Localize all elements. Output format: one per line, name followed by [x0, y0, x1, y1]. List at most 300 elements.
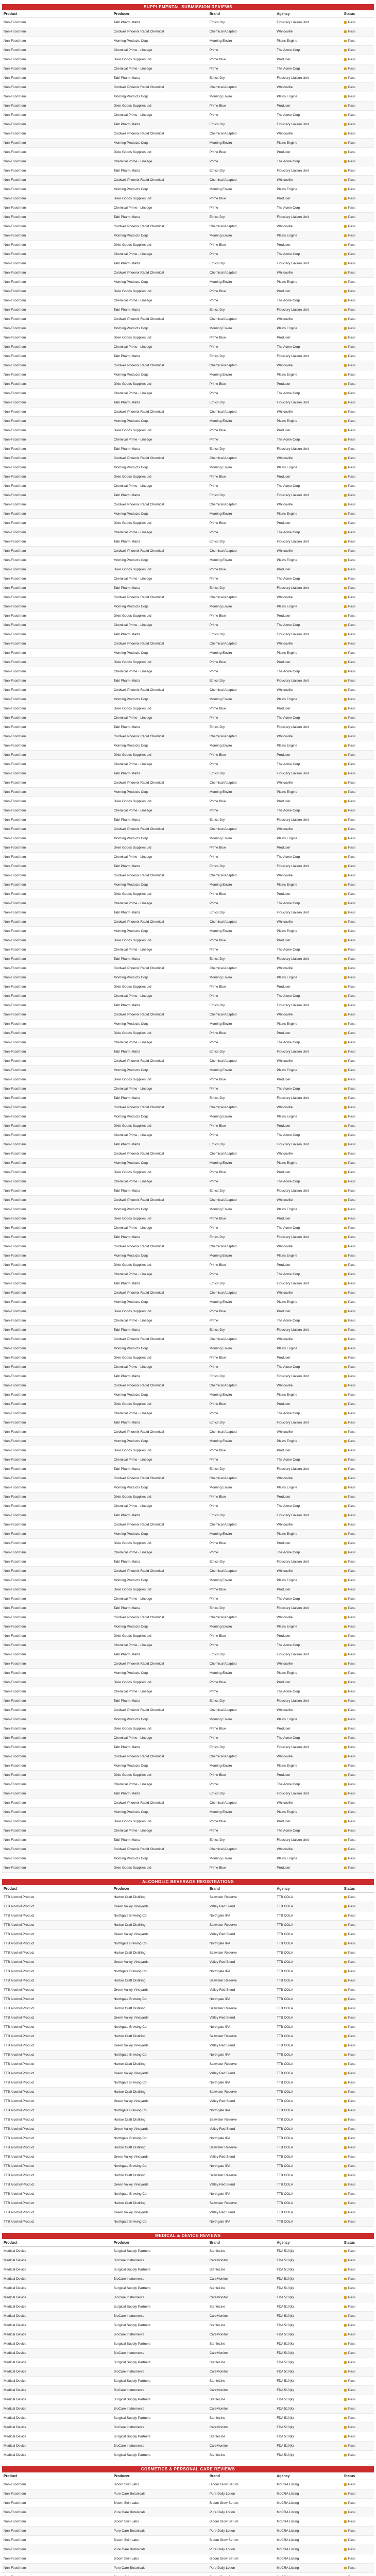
table-row[interactable] — [2, 825, 374, 834]
table-cell: TTB Alcohol Product — [2, 2153, 112, 2162]
table-row[interactable] — [2, 482, 374, 491]
table-row[interactable] — [2, 1995, 374, 2004]
table-cell: Ethics Dry — [208, 1187, 276, 1196]
table-row[interactable] — [2, 2312, 374, 2321]
table-row[interactable] — [2, 1863, 374, 1873]
table-row[interactable] — [2, 148, 374, 157]
table-row[interactable] — [2, 1530, 374, 1539]
table-row[interactable] — [2, 185, 374, 194]
table-row[interactable] — [2, 1474, 374, 1483]
table-row[interactable] — [2, 408, 374, 417]
table-row[interactable] — [2, 1854, 374, 1863]
table-row[interactable] — [2, 2069, 374, 2078]
table-row[interactable] — [2, 324, 374, 333]
table-row[interactable] — [2, 1251, 374, 1261]
table-row[interactable] — [2, 816, 374, 825]
table-row[interactable] — [2, 2432, 374, 2442]
table-row[interactable] — [2, 927, 374, 936]
table-row[interactable] — [2, 639, 374, 649]
table-row[interactable] — [2, 1576, 374, 1585]
table-row[interactable] — [2, 129, 374, 139]
table-row[interactable] — [2, 333, 374, 343]
table-row[interactable] — [2, 2180, 374, 2190]
table-row[interactable] — [2, 2208, 374, 2217]
table-row[interactable] — [2, 2050, 374, 2060]
table-row[interactable] — [2, 2078, 374, 2088]
table-row[interactable] — [2, 1289, 374, 1298]
table-row[interactable] — [2, 2386, 374, 2395]
table-row[interactable] — [2, 2442, 374, 2451]
table-row[interactable] — [2, 1010, 374, 1020]
table-row[interactable] — [2, 74, 374, 83]
table-row[interactable] — [2, 1613, 374, 1622]
table-cell: SterileLine — [208, 2358, 276, 2367]
table-cell: TTB Alcohol Product — [2, 1976, 112, 1986]
table-row[interactable] — [2, 945, 374, 955]
table-row[interactable] — [2, 964, 374, 973]
table-row[interactable] — [2, 315, 374, 324]
table-row[interactable] — [2, 1020, 374, 1029]
table-row[interactable] — [2, 2041, 374, 2050]
table-row[interactable] — [2, 1493, 374, 1502]
table-row[interactable] — [2, 1650, 374, 1659]
table-row[interactable] — [2, 2097, 374, 2106]
table-row[interactable] — [2, 101, 374, 111]
table-row[interactable] — [2, 1678, 374, 1687]
table-row[interactable] — [2, 778, 374, 788]
table-cell: Morning Enviro — [208, 92, 276, 101]
table-row[interactable] — [2, 241, 374, 250]
table-row[interactable] — [2, 1409, 374, 1418]
table-row[interactable] — [2, 1799, 374, 1808]
table-row[interactable] — [2, 194, 374, 204]
table-row[interactable] — [2, 1986, 374, 1995]
table-row[interactable] — [2, 1084, 374, 1094]
table-row[interactable] — [2, 398, 374, 408]
table-row[interactable] — [2, 2340, 374, 2349]
table-row[interactable] — [2, 1632, 374, 1641]
table-row[interactable] — [2, 602, 374, 612]
table-row[interactable] — [2, 1391, 374, 1400]
table-row[interactable] — [2, 1279, 374, 1289]
table-row[interactable] — [2, 1911, 374, 1921]
table-cell: The Acme Corp — [275, 1548, 343, 1557]
table-row[interactable] — [2, 250, 374, 259]
table-row[interactable] — [2, 2143, 374, 2153]
status-badge: Pass — [343, 2162, 374, 2171]
table-row[interactable] — [2, 565, 374, 574]
table-row[interactable] — [2, 593, 374, 602]
table-row[interactable] — [2, 1159, 374, 1168]
table-row[interactable] — [2, 1094, 374, 1103]
table-row[interactable] — [2, 389, 374, 398]
table-row[interactable] — [2, 278, 374, 287]
table-row[interactable] — [2, 1437, 374, 1446]
table-row[interactable] — [2, 37, 374, 46]
table-row[interactable] — [2, 1539, 374, 1548]
table-row[interactable] — [2, 1465, 374, 1474]
table-row[interactable] — [2, 2423, 374, 2432]
table-row[interactable] — [2, 27, 374, 37]
table-cell: Tabl Pharm Marta — [112, 1372, 208, 1381]
table-row[interactable] — [2, 2284, 374, 2293]
table-row[interactable] — [2, 1363, 374, 1372]
table-cell: Tabl Pharm Marta — [112, 213, 208, 222]
table-cell: Ethics Dry — [208, 1743, 276, 1752]
table-row[interactable] — [2, 92, 374, 101]
table-row[interactable] — [2, 1187, 374, 1196]
table-cell: Prime — [208, 992, 276, 1001]
table-row[interactable] — [2, 788, 374, 797]
table-row[interactable] — [2, 936, 374, 945]
table-row[interactable] — [2, 2377, 374, 2386]
table-row[interactable] — [2, 843, 374, 853]
table-row[interactable] — [2, 1112, 374, 1122]
table-row[interactable] — [2, 2536, 374, 2545]
table-row[interactable] — [2, 1967, 374, 1976]
table-row[interactable] — [2, 1585, 374, 1595]
table-row[interactable] — [2, 1930, 374, 1939]
table-cell: Producer — [275, 1539, 343, 1548]
table-row[interactable] — [2, 2247, 374, 2256]
table-cell: Morning Products Corp — [112, 324, 208, 333]
table-row[interactable] — [2, 1761, 374, 1771]
table-row[interactable] — [2, 2275, 374, 2284]
table-row[interactable] — [2, 528, 374, 537]
table-row[interactable] — [2, 157, 374, 166]
table-row[interactable] — [2, 714, 374, 723]
table-row[interactable] — [2, 1418, 374, 1428]
table-row[interactable] — [2, 2293, 374, 2302]
table-row[interactable] — [2, 204, 374, 213]
table-row[interactable] — [2, 343, 374, 352]
table-row[interactable] — [2, 1428, 374, 1437]
table-row[interactable] — [2, 2199, 374, 2208]
table-row[interactable] — [2, 213, 374, 222]
status-badge: Pass — [343, 908, 374, 918]
table-row[interactable] — [2, 2573, 374, 2576]
table-row[interactable] — [2, 472, 374, 482]
status-badge: Pass — [343, 1233, 374, 1242]
table-row[interactable] — [2, 2451, 374, 2460]
table-row[interactable] — [2, 908, 374, 918]
table-row[interactable] — [2, 1205, 374, 1214]
table-row[interactable] — [2, 1214, 374, 1224]
table-row[interactable] — [2, 1502, 374, 1511]
table-row[interactable] — [2, 630, 374, 639]
table-row[interactable] — [2, 547, 374, 556]
table-row[interactable] — [2, 1335, 374, 1344]
table-row[interactable] — [2, 2321, 374, 2330]
table-row[interactable] — [2, 2013, 374, 2023]
table-row[interactable] — [2, 797, 374, 806]
table-row[interactable] — [2, 2088, 374, 2097]
table-cell: Fiduciary Liaison Unit — [275, 1094, 343, 1103]
table-row[interactable] — [2, 2517, 374, 2527]
table-cell: Green Valley Vineyards — [112, 2041, 208, 2050]
table-row[interactable] — [2, 1149, 374, 1159]
table-row[interactable] — [2, 1298, 374, 1307]
table-row[interactable] — [2, 2023, 374, 2032]
table-row[interactable] — [2, 1455, 374, 1465]
table-row[interactable] — [2, 463, 374, 472]
table-row[interactable] — [2, 176, 374, 185]
table-row[interactable] — [2, 222, 374, 231]
table-row[interactable] — [2, 2256, 374, 2265]
table-row[interactable] — [2, 890, 374, 899]
table-row[interactable] — [2, 1326, 374, 1335]
table-row[interactable] — [2, 973, 374, 982]
table-row[interactable] — [2, 769, 374, 778]
table-row[interactable] — [2, 64, 374, 74]
table-row[interactable] — [2, 1270, 374, 1279]
table-row[interactable] — [2, 723, 374, 732]
table-row[interactable] — [2, 139, 374, 148]
table-row[interactable] — [2, 918, 374, 927]
table-row[interactable] — [2, 166, 374, 176]
table-row[interactable] — [2, 1353, 374, 1363]
table-row[interactable] — [2, 1344, 374, 1353]
table-row[interactable] — [2, 751, 374, 760]
table-row[interactable] — [2, 584, 374, 593]
table-cell: Morning Products Corp — [112, 927, 208, 936]
table-row[interactable] — [2, 2190, 374, 2199]
table-row[interactable] — [2, 2125, 374, 2134]
table-row[interactable] — [2, 259, 374, 268]
table-row[interactable] — [2, 2414, 374, 2423]
table-row[interactable] — [2, 435, 374, 445]
table-row[interactable] — [2, 500, 374, 510]
table-row[interactable] — [2, 1075, 374, 1084]
table-row[interactable] — [2, 741, 374, 751]
table-row[interactable] — [2, 2480, 374, 2489]
table-row[interactable] — [2, 1001, 374, 1010]
table-row[interactable] — [2, 268, 374, 278]
table-row[interactable] — [2, 1047, 374, 1057]
table-row[interactable] — [2, 2499, 374, 2508]
table-row[interactable] — [2, 1789, 374, 1799]
table-row[interactable] — [2, 2171, 374, 2180]
table-row[interactable] — [2, 1948, 374, 1958]
table-row[interactable] — [2, 231, 374, 241]
table-cell: Non-Food Item — [2, 862, 112, 871]
table-row[interactable] — [2, 2106, 374, 2115]
table-row[interactable] — [2, 1659, 374, 1669]
table-row[interactable] — [2, 1641, 374, 1650]
table-row[interactable] — [2, 871, 374, 880]
table-row[interactable] — [2, 1697, 374, 1706]
table-row[interactable] — [2, 1817, 374, 1826]
table-row[interactable] — [2, 370, 374, 380]
table-row[interactable] — [2, 1752, 374, 1761]
table-row[interactable] — [2, 732, 374, 741]
table-row[interactable] — [2, 1483, 374, 1493]
table-row[interactable] — [2, 2330, 374, 2340]
table-row[interactable] — [2, 2115, 374, 2125]
table-row[interactable] — [2, 2367, 374, 2377]
status-badge: Pass — [343, 1446, 374, 1455]
table-row[interactable] — [2, 880, 374, 890]
table-row[interactable] — [2, 704, 374, 714]
table-row[interactable] — [2, 982, 374, 992]
table-row[interactable] — [2, 1307, 374, 1316]
table-row[interactable] — [2, 1715, 374, 1724]
table-row[interactable] — [2, 806, 374, 816]
table-cell: Non-Food Item — [2, 185, 112, 194]
table-row[interactable] — [2, 955, 374, 964]
table-row[interactable] — [2, 296, 374, 306]
table-row[interactable] — [2, 18, 374, 27]
table-row[interactable] — [2, 1261, 374, 1270]
table-row[interactable] — [2, 111, 374, 120]
table-row[interactable] — [2, 2554, 374, 2564]
table-row[interactable] — [2, 1520, 374, 1530]
table-row[interactable] — [2, 1836, 374, 1845]
status-badge: Pass — [343, 2217, 374, 2227]
table-row[interactable] — [2, 1595, 374, 1604]
table-row[interactable] — [2, 380, 374, 389]
table-row[interactable] — [2, 686, 374, 695]
table-row[interactable] — [2, 621, 374, 630]
table-row[interactable] — [2, 352, 374, 361]
table-row[interactable] — [2, 1669, 374, 1678]
table-row[interactable] — [2, 1724, 374, 1734]
table-row[interactable] — [2, 1140, 374, 1149]
table-row[interactable] — [2, 1902, 374, 1911]
table-row[interactable] — [2, 2489, 374, 2499]
table-row[interactable] — [2, 287, 374, 296]
table-row[interactable] — [2, 454, 374, 463]
table-row[interactable] — [2, 519, 374, 528]
table-row[interactable] — [2, 1958, 374, 1967]
table-row[interactable] — [2, 2004, 374, 2013]
table-row[interactable] — [2, 2545, 374, 2554]
table-row[interactable] — [2, 1103, 374, 1112]
table-cell: Medical Device — [2, 2312, 112, 2321]
table-row[interactable] — [2, 1224, 374, 1233]
table-row[interactable] — [2, 574, 374, 584]
table-cell: TTB Alcohol Product — [2, 2115, 112, 2125]
table-row[interactable] — [2, 1122, 374, 1131]
table-row[interactable] — [2, 2349, 374, 2358]
table-row[interactable] — [2, 2564, 374, 2573]
table-row[interactable] — [2, 649, 374, 658]
table-row[interactable] — [2, 2265, 374, 2275]
table-row[interactable] — [2, 853, 374, 862]
table-row[interactable] — [2, 417, 374, 426]
table-row[interactable] — [2, 1557, 374, 1567]
table-row[interactable] — [2, 2153, 374, 2162]
table-row[interactable] — [2, 1808, 374, 1817]
table-row[interactable] — [2, 1381, 374, 1391]
table-row[interactable] — [2, 491, 374, 500]
table-row[interactable] — [2, 695, 374, 704]
table-row[interactable] — [2, 1511, 374, 1520]
table-row[interactable] — [2, 1976, 374, 1986]
table-row[interactable] — [2, 1604, 374, 1613]
table-row[interactable] — [2, 1567, 374, 1576]
table-row[interactable] — [2, 537, 374, 547]
table-row[interactable] — [2, 667, 374, 676]
table-row[interactable] — [2, 1038, 374, 1047]
table-row[interactable] — [2, 992, 374, 1001]
table-row[interactable] — [2, 658, 374, 667]
table-row[interactable] — [2, 1242, 374, 1251]
table-cell: Whitcoville — [275, 129, 343, 139]
table-row[interactable] — [2, 2217, 374, 2227]
table-row[interactable] — [2, 1316, 374, 1326]
table-row[interactable] — [2, 760, 374, 769]
table-row[interactable] — [2, 2527, 374, 2536]
table-row[interactable] — [2, 676, 374, 686]
table-row[interactable] — [2, 361, 374, 370]
status-badge: Pass — [343, 1520, 374, 1530]
table-cell: Valley Red Blend — [208, 2208, 276, 2217]
table-row[interactable] — [2, 1939, 374, 1948]
table-row[interactable] — [2, 1029, 374, 1038]
table-row[interactable] — [2, 120, 374, 129]
table-row[interactable] — [2, 1893, 374, 1902]
table-row[interactable] — [2, 2060, 374, 2069]
table-row[interactable] — [2, 445, 374, 454]
review-section — [2, 2233, 374, 2460]
table-row[interactable] — [2, 1177, 374, 1187]
table-row[interactable] — [2, 1743, 374, 1752]
table-cell: Coldwell Phoenix Rapid Chemical — [112, 408, 208, 417]
table-row[interactable] — [2, 1131, 374, 1140]
table-row[interactable] — [2, 1622, 374, 1632]
table-row[interactable] — [2, 426, 374, 435]
table-row[interactable] — [2, 1196, 374, 1205]
table-row[interactable] — [2, 2134, 374, 2143]
table-row[interactable] — [2, 2395, 374, 2404]
table-row[interactable] — [2, 834, 374, 843]
table-row[interactable] — [2, 1826, 374, 1836]
table-row[interactable] — [2, 2358, 374, 2367]
table-row[interactable] — [2, 2302, 374, 2312]
table-row[interactable] — [2, 2508, 374, 2517]
table-row[interactable] — [2, 1845, 374, 1854]
table-row[interactable] — [2, 1233, 374, 1242]
table-row[interactable] — [2, 55, 374, 64]
table-row[interactable] — [2, 612, 374, 621]
table-row[interactable] — [2, 899, 374, 908]
table-row[interactable] — [2, 1446, 374, 1455]
table-row[interactable] — [2, 1066, 374, 1075]
table-row[interactable] — [2, 2032, 374, 2041]
table-row[interactable] — [2, 510, 374, 519]
table-row[interactable] — [2, 1372, 374, 1381]
table-row[interactable] — [2, 1687, 374, 1697]
table-row[interactable] — [2, 1057, 374, 1066]
table-row[interactable] — [2, 1734, 374, 1743]
table-row[interactable] — [2, 46, 374, 55]
table-row[interactable] — [2, 862, 374, 871]
table-row[interactable] — [2, 1168, 374, 1177]
table-row[interactable] — [2, 2162, 374, 2171]
table-cell: Coldwell Phoenix Rapid Chemical — [112, 871, 208, 880]
table-row[interactable] — [2, 306, 374, 315]
table-row[interactable] — [2, 1780, 374, 1789]
table-row[interactable] — [2, 1771, 374, 1780]
table-row[interactable] — [2, 1400, 374, 1409]
table-row[interactable] — [2, 83, 374, 92]
table-row[interactable] — [2, 1548, 374, 1557]
table-row[interactable] — [2, 556, 374, 565]
table-row[interactable] — [2, 1921, 374, 1930]
table-row[interactable] — [2, 2404, 374, 2414]
table-row[interactable] — [2, 1706, 374, 1715]
